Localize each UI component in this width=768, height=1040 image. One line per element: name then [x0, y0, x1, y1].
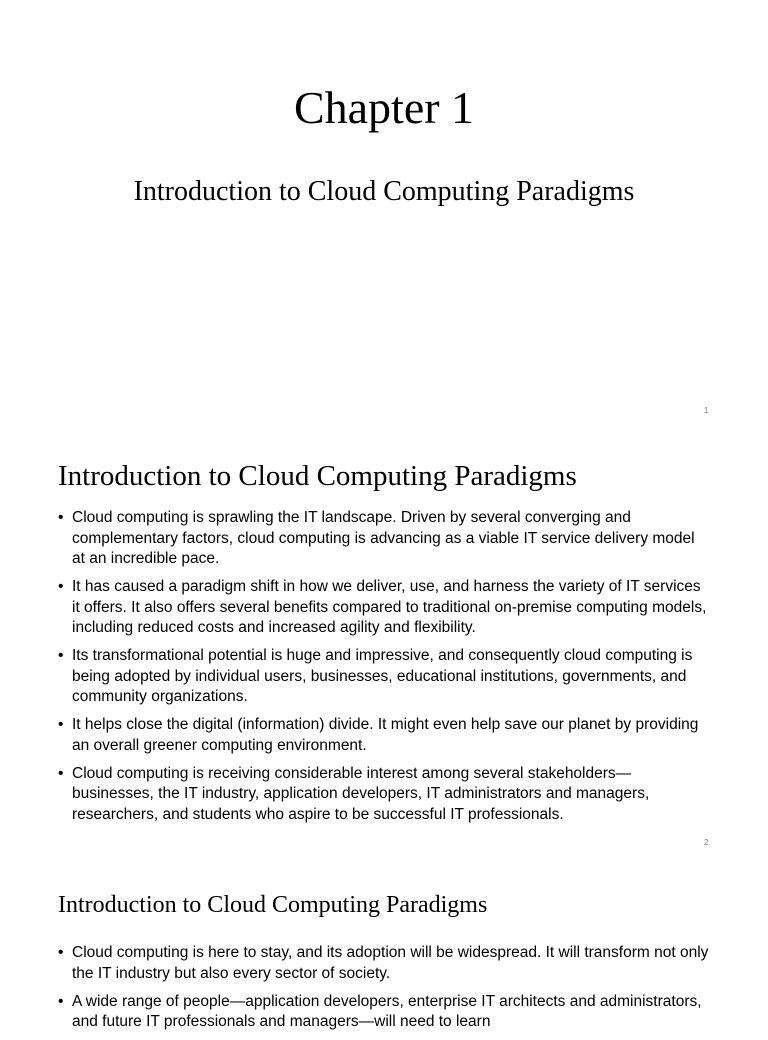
slide-number: 1 — [704, 406, 709, 415]
bullet-item: • A wide range of people—application developers, enterprise IT architects and administrators, and future IT professionals and managers—will need to learn — [58, 992, 718, 1033]
bullet-item: • It has caused a paradigm shift in how we deliver, use, and harness the variety of IT services it offers. It also offers several benefits compared to traditional on-premise computing models, including reduced costs and increased agility and flexibility. — [58, 577, 708, 639]
chapter-title: Chapter 1 — [293, 82, 475, 133]
slide-heading: Introduction to Cloud Computing Paradigms — [58, 892, 488, 918]
bullet-item: • Cloud computing is here to stay, and its adoption will be widespread. It will transform not only the IT industry but also every sector of society. — [58, 943, 718, 984]
content-slide — [0, 860, 768, 1030]
bullet-list — [58, 508, 708, 833]
bullet-item: • Cloud computing is receiving considerable interest among several stakeholders—businesses, the IT industry, application developers, IT administrators and managers, researchers, and students who aspire to be successful IT professionals. — [58, 764, 708, 826]
bullet-item: • It helps close the digital (information) divide. It might even help save our planet by providing an overall greener computing environment. — [58, 715, 708, 756]
slide-heading: Introduction to Cloud Computing Paradigms — [58, 460, 577, 492]
bullet-item: • Cloud computing is sprawling the IT landscape. Driven by several converging and complementary factors, cloud computing is advancing as a viable IT service delivery model at an incredible pace. — [58, 508, 708, 570]
slide-number: 2 — [704, 838, 709, 847]
content-slide — [0, 430, 768, 860]
bullet-item: • Its transformational potential is huge and impressive, and consequently cloud computing is being adopted by individual users, businesses, educational institutions, governments, and community organizations. — [58, 646, 708, 708]
bullet-list — [58, 943, 718, 1040]
chapter-subtitle: Introduction to Cloud Computing Paradigms — [133, 176, 635, 207]
title-slide — [0, 0, 768, 430]
